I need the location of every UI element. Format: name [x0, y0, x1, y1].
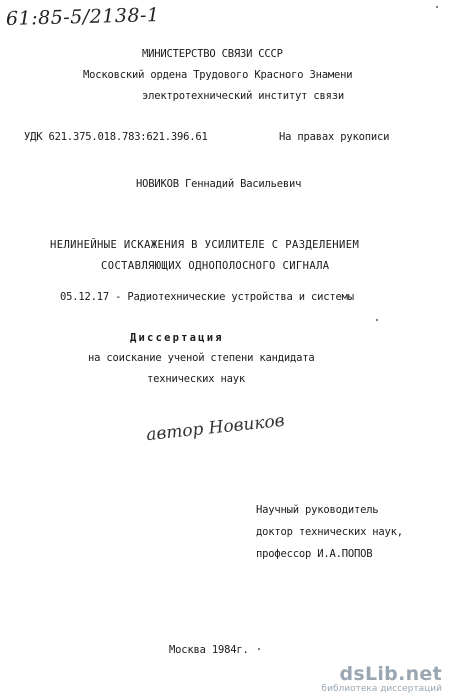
- paper-speck: [258, 648, 260, 650]
- ministry-heading: МИНИСТЕРСТВО СВЯЗИ СССР: [142, 48, 283, 60]
- specialty-line: 05.12.17 - Радиотехнические устройства и системы: [60, 291, 354, 303]
- document-type: Диссертация: [130, 332, 224, 344]
- paper-speck: [376, 319, 378, 321]
- title-line-2: СОСТАВЛЯЮЩИХ ОДНОПОЛОСНОГО СИГНАЛА: [101, 260, 330, 272]
- rights-notice: На правах рукописи: [279, 131, 390, 143]
- degree-line-2: технических наук: [147, 373, 245, 385]
- institute-line-2: электротехнический институт связи: [142, 90, 345, 102]
- degree-line-1: на соискание ученой степени кандидата: [88, 352, 315, 364]
- supervisor-line-3: профессор И.А.ПОПОВ: [256, 548, 373, 560]
- author-name: НОВИКОВ Геннадий Васильевич: [136, 178, 302, 190]
- paper-speck: [436, 6, 438, 8]
- site-watermark: [322, 664, 442, 695]
- watermark-logo: dsLib.net: [339, 663, 442, 685]
- institute-line-1: Московский ордена Трудового Красного Знамени: [83, 69, 353, 81]
- city-year: Москва 1984г.: [169, 644, 249, 656]
- watermark-tagline: библиотека диссертаций: [321, 684, 442, 694]
- title-line-1: НЕЛИНЕЙНЫЕ ИСКАЖЕНИЯ В УСИЛИТЕЛЕ С РАЗДЕЛЕНИЕМ: [50, 239, 360, 251]
- supervisor-line-1: Научный руководитель: [256, 504, 379, 516]
- supervisor-line-2: доктор технических наук,: [256, 526, 403, 538]
- author-signature: автор Новиков: [145, 410, 286, 446]
- udk-code: УДК 621.375.018.783:621.396.61: [24, 131, 208, 143]
- archive-mark: 61:85-5/2138-1: [5, 3, 160, 31]
